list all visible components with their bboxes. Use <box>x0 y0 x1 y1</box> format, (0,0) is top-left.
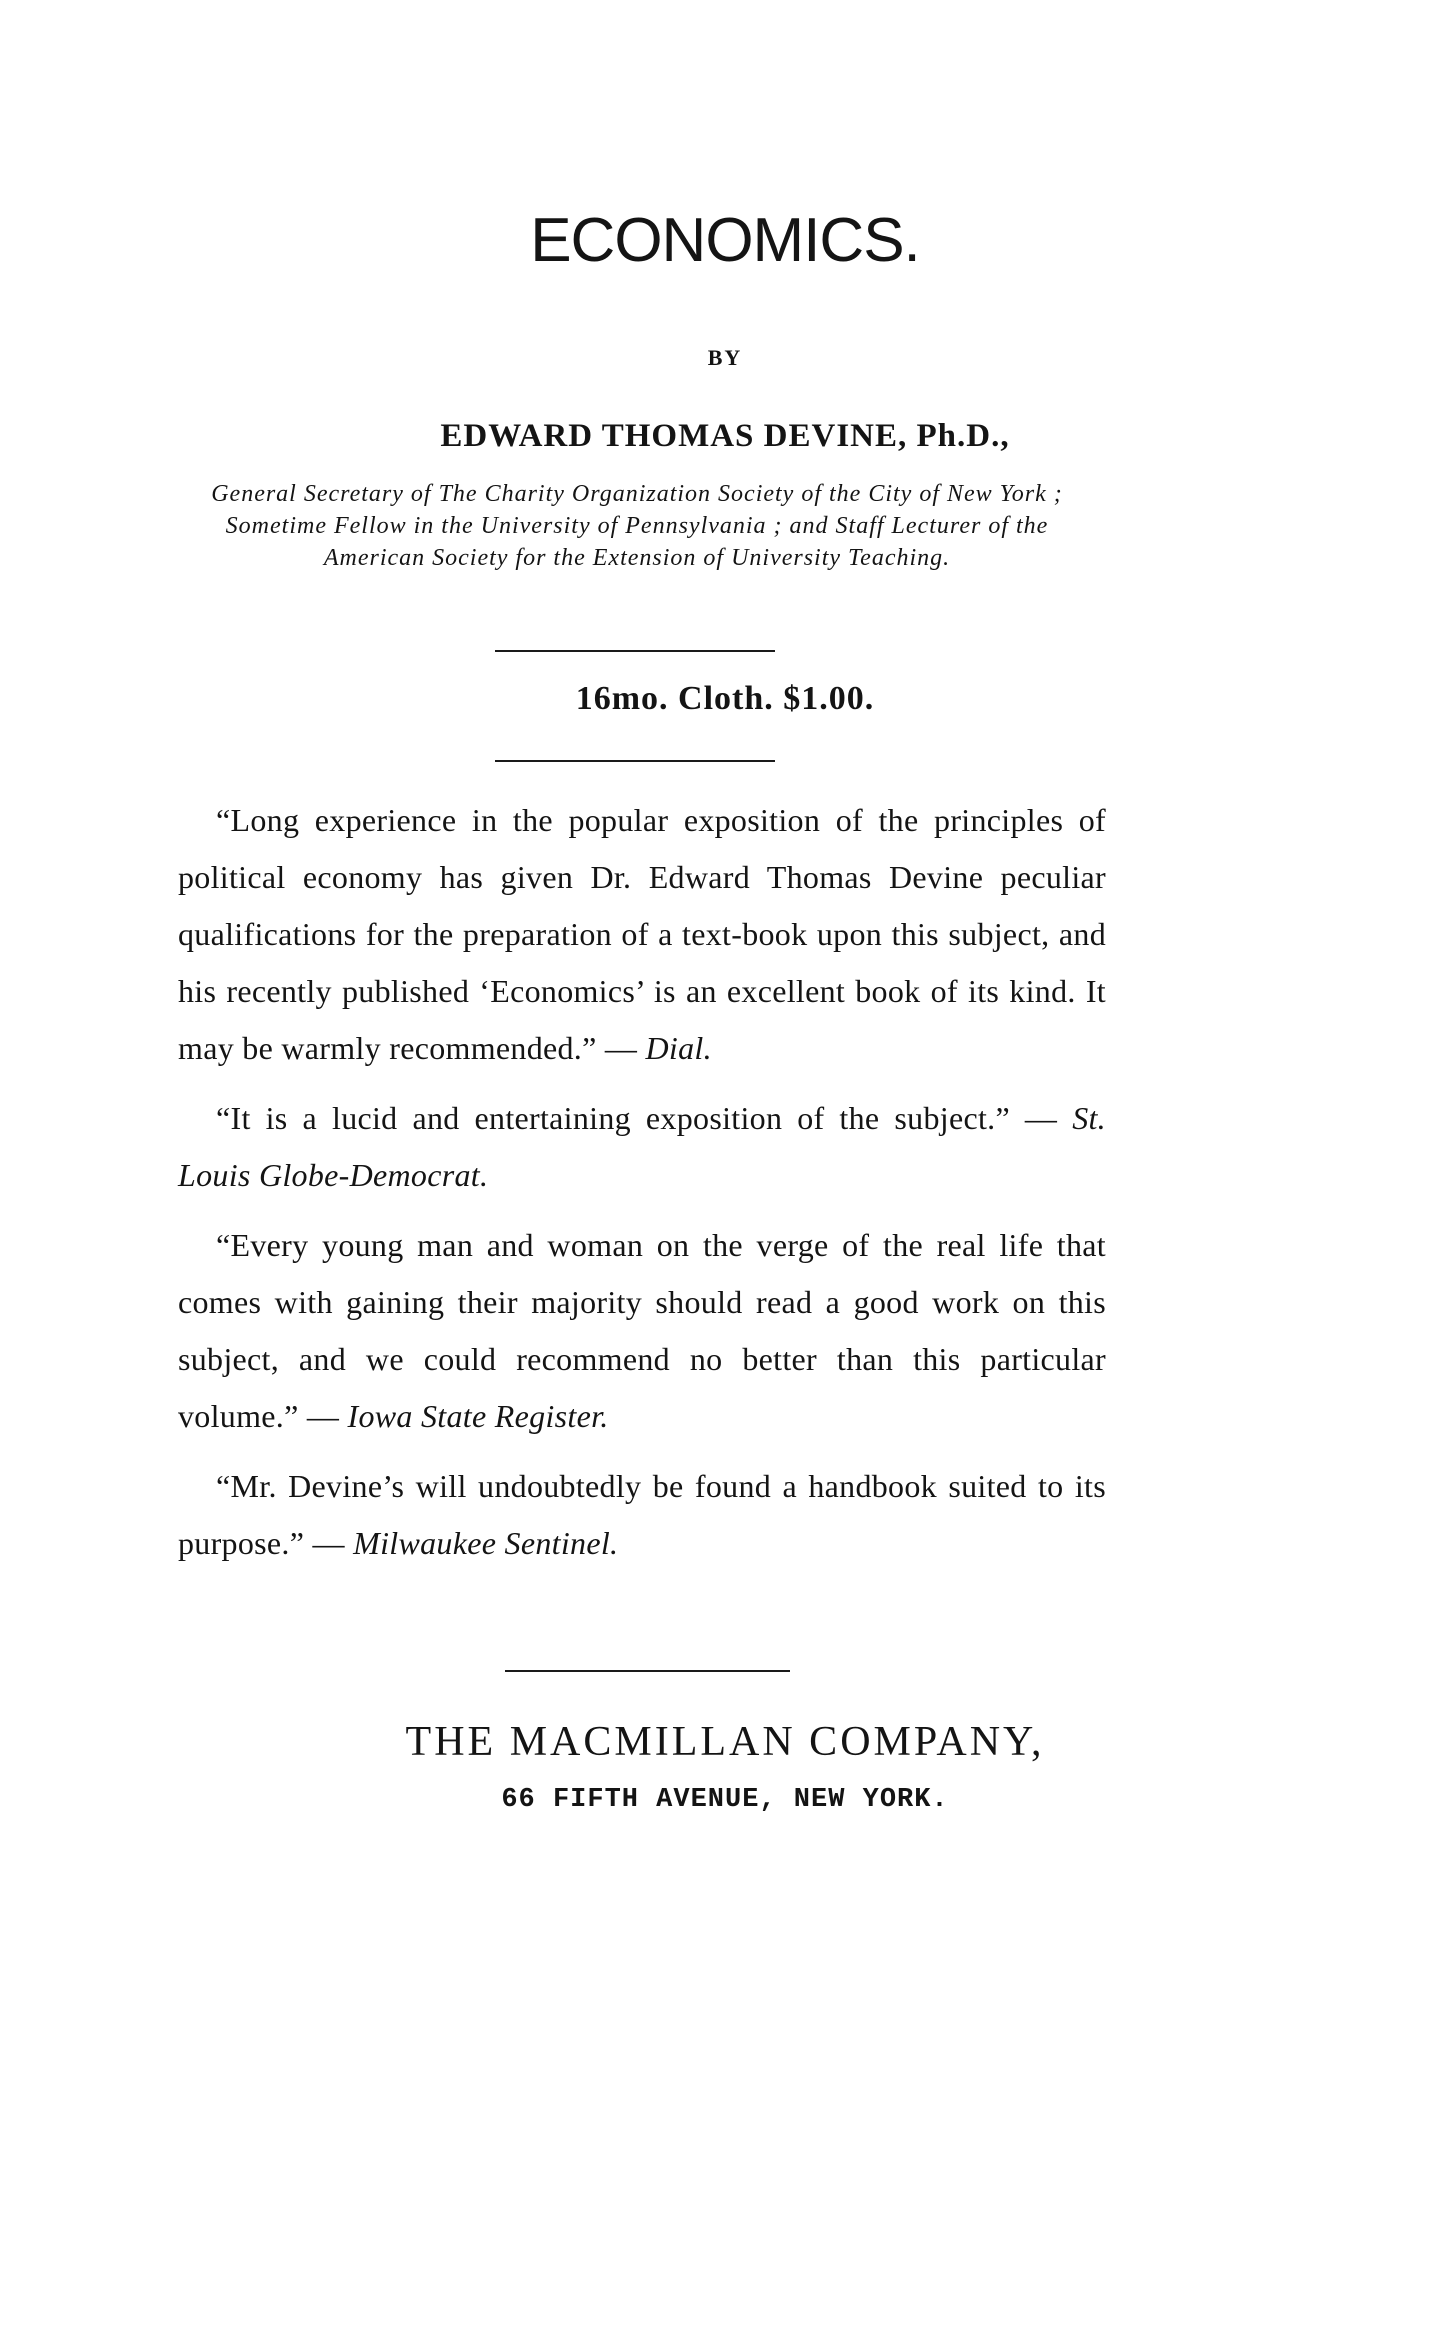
review-globe-democrat <box>178 1090 1106 1204</box>
review-dial <box>178 792 1106 1077</box>
review-source: St. Louis Globe-Democrat. <box>178 1100 1106 1193</box>
review-quote: “It is a lucid and entertaining exposition of the subject.” — <box>216 1100 1058 1136</box>
review-quote: “Every young man and woman on the verge of the real life that comes with gaining their majority should read a good work on this subject, and we could recommend no better than this particular volume.” — <box>178 1227 1106 1434</box>
reviews-section <box>178 792 1106 1585</box>
divider-top <box>495 650 775 652</box>
review-quote: “Mr. Devine’s will undoubtedly be found a handbook suited to its purpose.” — <box>178 1468 1106 1561</box>
review-source: Dial. <box>645 1030 712 1066</box>
review-source: Iowa State Register. <box>347 1398 609 1434</box>
book-title: ECONOMICS. <box>530 206 920 275</box>
review-milwaukee-sentinel <box>178 1458 1106 1572</box>
divider-price <box>495 760 775 762</box>
publisher-address: 66 FIFTH AVENUE, NEW YORK. <box>501 1785 949 1815</box>
review-source: Milwaukee Sentinel. <box>353 1525 619 1561</box>
publisher-name: THE MACMILLAN COMPANY, <box>405 1719 1045 1765</box>
price-line: 16mo. Cloth. $1.00. <box>575 680 875 717</box>
divider-bottom <box>505 1670 790 1672</box>
review-quote: “Long experience in the popular exposition of the principles of political economy has given Dr. Edward Thomas Devine peculiar qualifications for the preparation of a text-book upon this subject, and his recently published ‘Economics’ is an excellent book of its kind. It may be warmly recommended.” — <box>178 802 1106 1066</box>
author-affiliation: General Secretary of The Charity Organization Society of the City of New York ; Sometime Fellow in the University of Pennsylvania ; and Staff Lecturer of the American Society for the Extension of University Teaching. <box>211 481 1063 571</box>
review-iowa-state-register <box>178 1217 1106 1445</box>
by-line: BY <box>707 345 743 370</box>
author-name: EDWARD THOMAS DEVINE, Ph.D., <box>440 418 1010 454</box>
